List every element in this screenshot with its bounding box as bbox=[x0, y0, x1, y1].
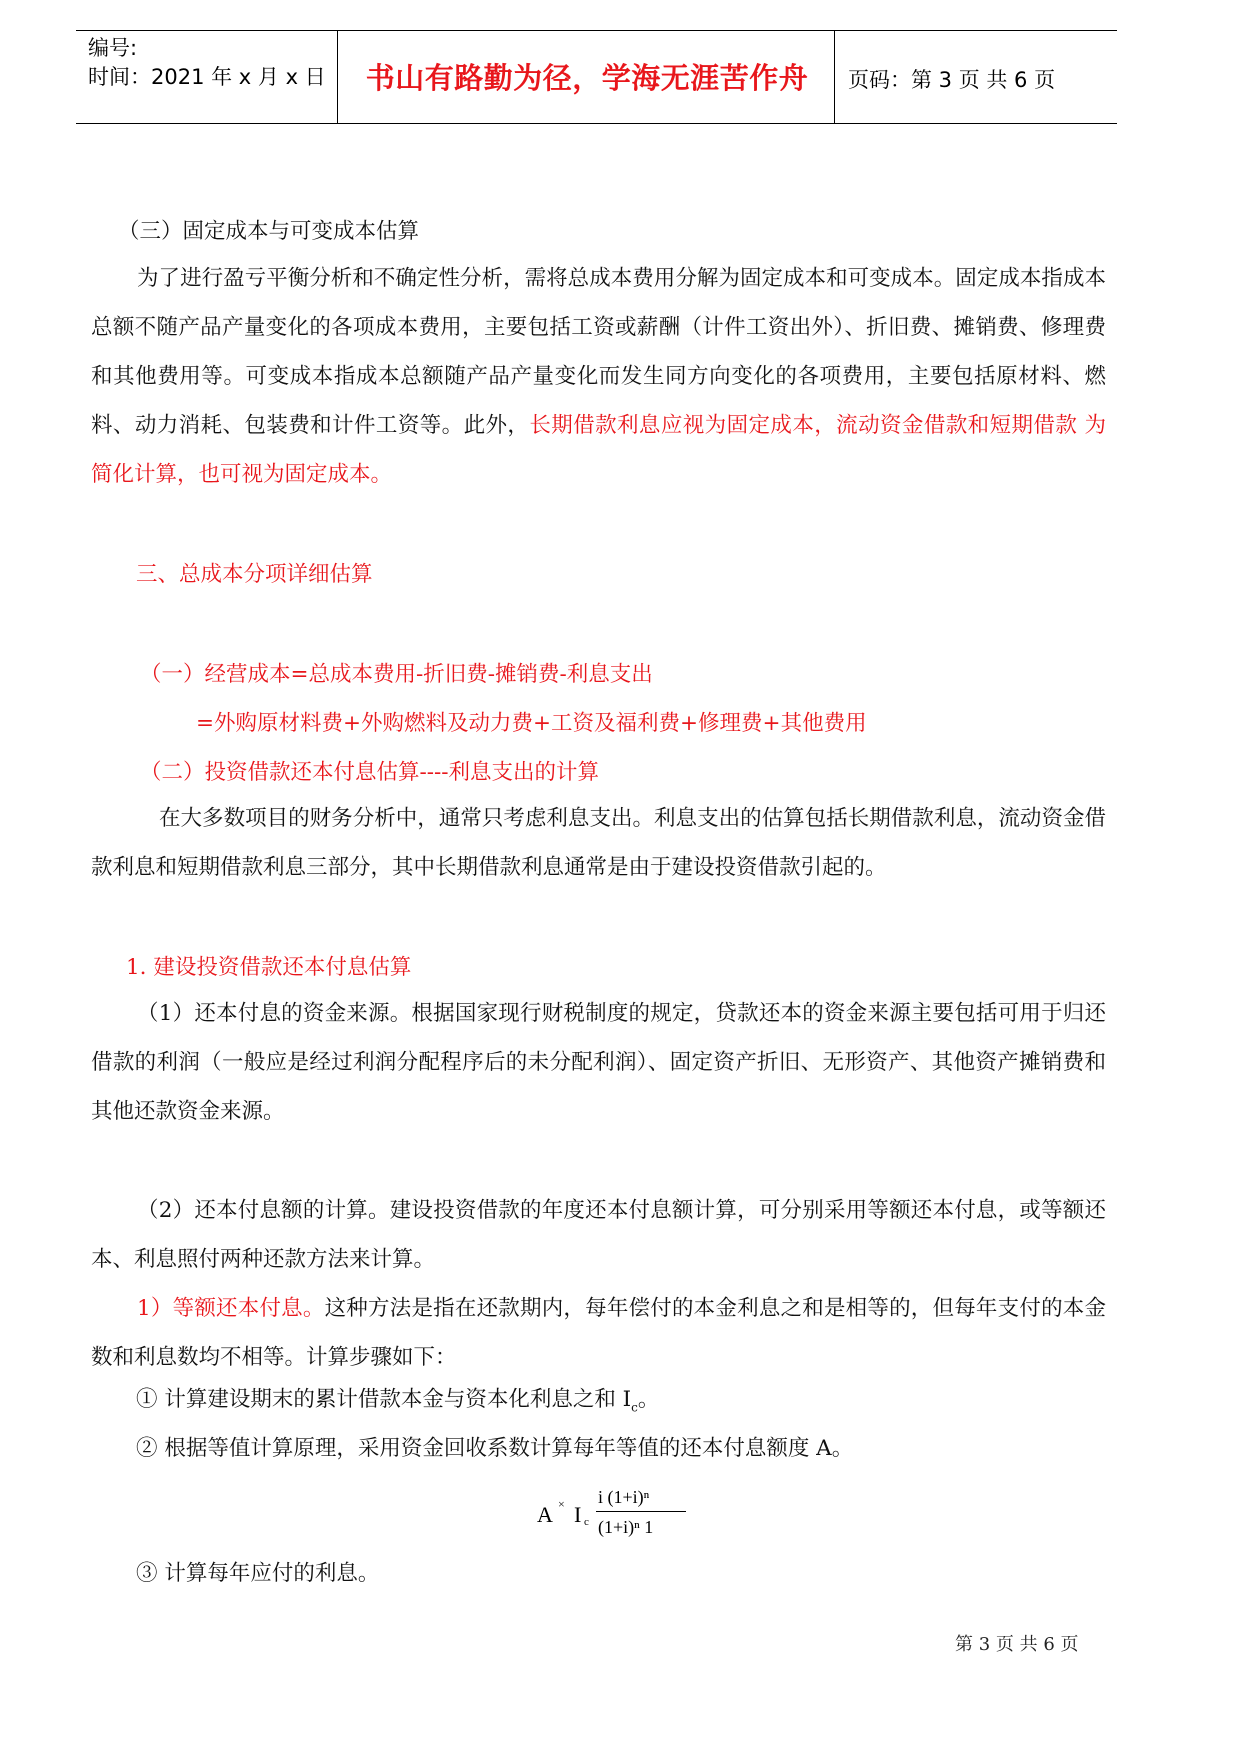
header-bottom-rule bbox=[76, 123, 1117, 124]
method-label: 1）等额还本付息。 bbox=[137, 1296, 325, 1321]
formula-numerator: i (1+i)ⁿ bbox=[598, 1487, 650, 1507]
section-heading-fixed-variable-cost: （三）固定成本与可变成本估算 bbox=[118, 219, 420, 244]
header-top-rule bbox=[76, 30, 1117, 31]
operating-cost-formula-line1: （一）经营成本=总成本费用-折旧费-摊销费-利息支出 bbox=[140, 662, 653, 687]
item-heading-construction-loan: 1. 建设投资借款还本付息估算 bbox=[126, 955, 412, 980]
method-description: 这种方法是指在还款期内，每年偿付的本金利息之和是相等的，但每年支付的本金数和利息数均不相等。计算步骤如下： bbox=[91, 1296, 1106, 1370]
header-divider-right bbox=[834, 30, 835, 123]
step-2: ② 根据等值计算原理，采用资金回收系数计算每年等值的还本付息额度 A。 bbox=[136, 1436, 854, 1461]
subsection-heading-loan-repayment: （二）投资借款还本付息估算----利息支出的计算 bbox=[140, 760, 600, 785]
formula-operator: × bbox=[558, 1497, 565, 1511]
formula-fraction-bar bbox=[596, 1511, 686, 1512]
formula-I: I bbox=[574, 1502, 582, 1527]
header-page-info: 页码：第 3 页 共 6 页 bbox=[848, 68, 1056, 92]
paragraph-repayment-sources: （1）还本付息的资金来源。根据国家现行财税制度的规定，贷款还本的资金来源主要包括可用于归还借款的利润（一般应是经过利润分配程序后的未分配利润）、固定资产折旧、无形资产、其他资产摊销费和其他还款资金来源。 bbox=[91, 1001, 1106, 1124]
step-1-subscript: c bbox=[631, 1400, 638, 1415]
capital-recovery-formula bbox=[532, 1483, 692, 1543]
page-footer: 第 3 页 共 6 页 bbox=[955, 1634, 1079, 1655]
step-1 bbox=[136, 1382, 659, 1414]
formula-denominator: (1+i)ⁿ 1 bbox=[598, 1517, 654, 1537]
header-motto: 书山有路勤为径，学海无涯苦作舟 bbox=[365, 61, 809, 95]
document-time-label: 时间：2021 年 x 月 x 日 bbox=[88, 65, 326, 89]
paragraph-text: 为了进行盈亏平衡分析和不确定性分析，需将总成本费用分解为固定成本和可变成本。固定成本指成本总额不随产品产量变化的各项成本费用，主要包括工资或薪酬（计件工资出外）、折旧费、摊销费、修理费和其他费用等。可变成本指成本总额随产品产量变化而发生同方向变化的各项费用，主要包括原材料、燃料、动力消耗、包装费和计件工资等。此外， bbox=[91, 266, 1106, 438]
paragraph-equal-installment bbox=[91, 1284, 1106, 1382]
document-number-label: 编号: bbox=[88, 36, 138, 60]
paragraph-highlight: 长期借款利息应视为固定成本，流动资金借款和短期借款 为简化计算，也可视为固定成本。 bbox=[91, 413, 1106, 487]
paragraph-fixed-variable-cost bbox=[91, 254, 1106, 499]
part-heading-cost-breakdown: 三、总成本分项详细估算 bbox=[136, 562, 373, 587]
paragraph-repayment-amount: （2）还本付息额的计算。建设投资借款的年度还本付息额计算，可分别采用等额还本付息，或等额还本、利息照付两种还款方法来计算。 bbox=[91, 1198, 1106, 1272]
header-divider-left bbox=[337, 30, 338, 123]
header-meta bbox=[88, 34, 326, 92]
step-3: ③ 计算每年应付的利息。 bbox=[136, 1561, 380, 1586]
operating-cost-formula-line2: =外购原材料费+外购燃料及动力费+工资及福利费+修理费+其他费用 bbox=[196, 711, 867, 736]
formula-I-subscript: c bbox=[584, 1516, 589, 1528]
formula-A: A bbox=[537, 1502, 553, 1527]
step-1-text: ① 计算建设期末的累计借款本金与资本化利息之和 I bbox=[136, 1387, 632, 1412]
step-1-end: 。 bbox=[637, 1387, 660, 1412]
paragraph-interest-expense: 在大多数项目的财务分析中，通常只考虑利息支出。利息支出的估算包括长期借款利息，流动资金借款利息和短期借款利息三部分，其中长期借款利息通常是由于建设投资借款引起的。 bbox=[91, 806, 1106, 880]
